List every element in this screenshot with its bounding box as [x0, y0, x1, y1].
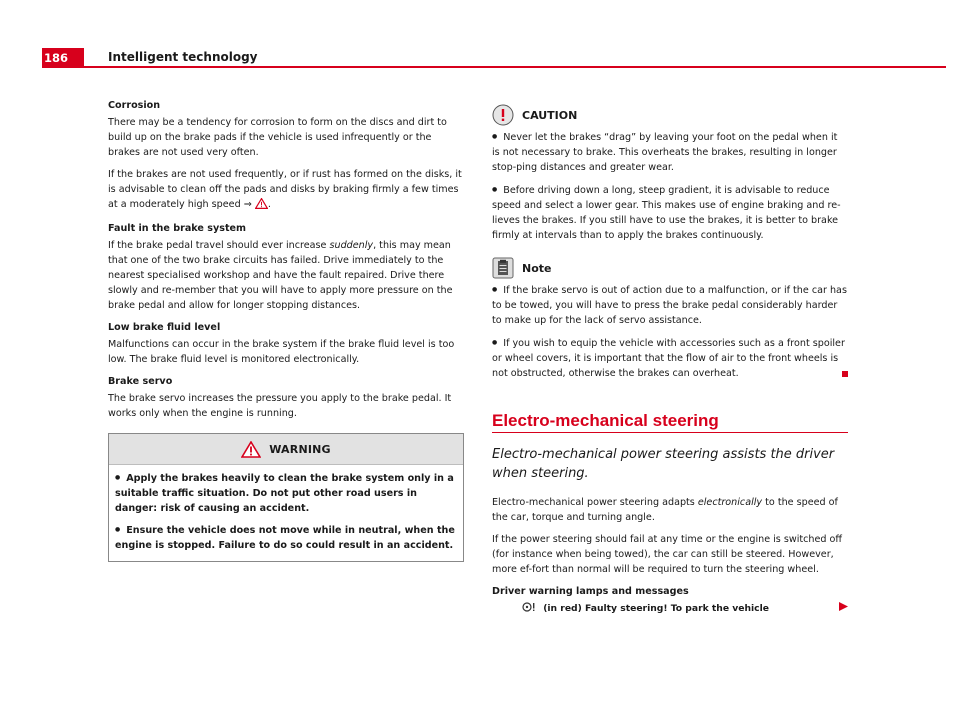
- steering-wheel-warning-icon: [522, 602, 538, 612]
- end-of-section-marker: [842, 371, 848, 377]
- warning-box: [108, 433, 464, 562]
- section-title: Intelligent technology: [108, 50, 258, 64]
- servo-heading: Brake servo: [108, 376, 173, 387]
- note-clipboard-icon: [492, 257, 514, 279]
- fault-text-a: If the brake pedal travel should ever increase: [108, 240, 330, 251]
- warning-bullet-1: ● Apply the brakes heavily to clean the brake system only in a suitable traffic situation. Do not put other road users in danger: risk of causing an accident.: [115, 470, 457, 516]
- note-bullet-2-text: If you wish to equip the vehicle with accessories such as a front spoiler or wheel covers, it is important that the flow of air to the front wheels is not obstructed, otherwise the brakes can overheat.: [492, 338, 845, 379]
- lamp-message-line: [522, 601, 848, 616]
- header-rule: [84, 66, 946, 68]
- page-number: 186: [42, 48, 84, 68]
- warning-bullet-2: ● Ensure the vehicle does not move while in neutral, when the engine is stopped. Failure to do so could result in an accident.: [115, 522, 457, 553]
- warning-triangle-icon[interactable]: [255, 198, 268, 214]
- steering-paragraph-2: If the power steering should fail at any time or the engine is switched off (for instance when being towed), the car can still be steered. However, more ef-fort than normal will be required to turn the steering wheel.: [492, 534, 843, 575]
- fault-text-b: , this may mean that one of the two brake circuits has failed. Drive immediately to the nearest specialised workshop and have the fault repaired. Drive there slowly and re-member that you will have to apply more pressure on the brake pedal and allow for longer stopping distances.: [108, 240, 453, 311]
- steering-text-emphasis: electronically: [697, 497, 763, 508]
- right-column: [492, 104, 848, 616]
- steering-paragraph-1: [492, 495, 848, 525]
- caution-header: [492, 104, 848, 126]
- steering-text-b: to the speed of the car, torque and turning angle.: [492, 497, 838, 523]
- fault-text-emphasis: suddenly: [329, 240, 374, 251]
- lamp-message-text: (in red) Faulty steering! To park the vehicle: [543, 603, 770, 614]
- fault-paragraph: [108, 238, 464, 313]
- fluid-heading: Low brake fluid level: [108, 322, 221, 333]
- continue-arrow-icon[interactable]: [839, 602, 848, 611]
- page-header: [0, 0, 960, 72]
- caution-bullet-1: ● Never let the brakes “drag” by leaving your foot on the pedal when it is not necessary to brake. This overheats the brakes, resulting in longer stop-ping distances and greater wear.: [492, 129, 848, 175]
- corrosion-paragraph-1: There may be a tendency for corrosion to form on the discs and dirt to build up on the brake pads if the vehicle is used infrequently or the brakes are not used very often.: [108, 117, 447, 158]
- caution-title: CAUTION: [522, 108, 578, 122]
- steering-text-a: Electro-mechanical power steering adapts: [492, 497, 698, 508]
- chapter-title: Electro-mechanical steering: [492, 413, 848, 433]
- note-title: Note: [522, 261, 552, 275]
- corrosion-paragraph-2-text: If the brakes are not used frequently, or if rust has formed on the disks, it is advisable to clean off the pads and disks by braking firmly a few times at a moderately high speed ⇒: [108, 169, 462, 210]
- note-bullet-1: ● If the brake servo is out of action due to a malfunction, or if the car has to be towed, you will have to press the brake pedal considerably harder to make up for the lack of servo assistance.: [492, 282, 848, 328]
- warning-title: WARNING: [269, 442, 331, 456]
- warning-body: [109, 465, 463, 561]
- left-column: [108, 98, 464, 562]
- caution-exclamation-icon: [492, 104, 514, 126]
- warning-triangle-icon: [241, 441, 261, 458]
- chapter-intro: Electro-mechanical power steering assists the driver when steering.: [492, 447, 835, 481]
- note-bullet-2: [492, 335, 848, 381]
- caution-bullet-2: ● Before driving down a long, steep gradient, it is advisable to reduce speed and select a lower gear. This makes use of engine braking and re-lieves the brakes. If you still have to use the brakes, it is better to brake firmly at intervals than to apply the brakes continuously.: [492, 182, 848, 243]
- fluid-paragraph: Malfunctions can occur in the brake system if the brake fluid level is too low. The brake fluid level is monitored electronically.: [108, 339, 455, 365]
- note-header: [492, 257, 848, 279]
- warning-header: [109, 434, 463, 465]
- corrosion-paragraph-2: If the brakes are not used frequently, or if rust has formed on the disks, it is advisable to clean off the pads and disks by braking firmly a few times at a moderately high speed ⇒ .: [108, 167, 464, 214]
- fault-heading: Fault in the brake system: [108, 223, 247, 234]
- lamps-heading: Driver warning lamps and messages: [492, 586, 689, 597]
- corrosion-heading: Corrosion: [108, 100, 161, 111]
- servo-paragraph: The brake servo increases the pressure you apply to the brake pedal. It works only when the engine is running.: [108, 393, 452, 419]
